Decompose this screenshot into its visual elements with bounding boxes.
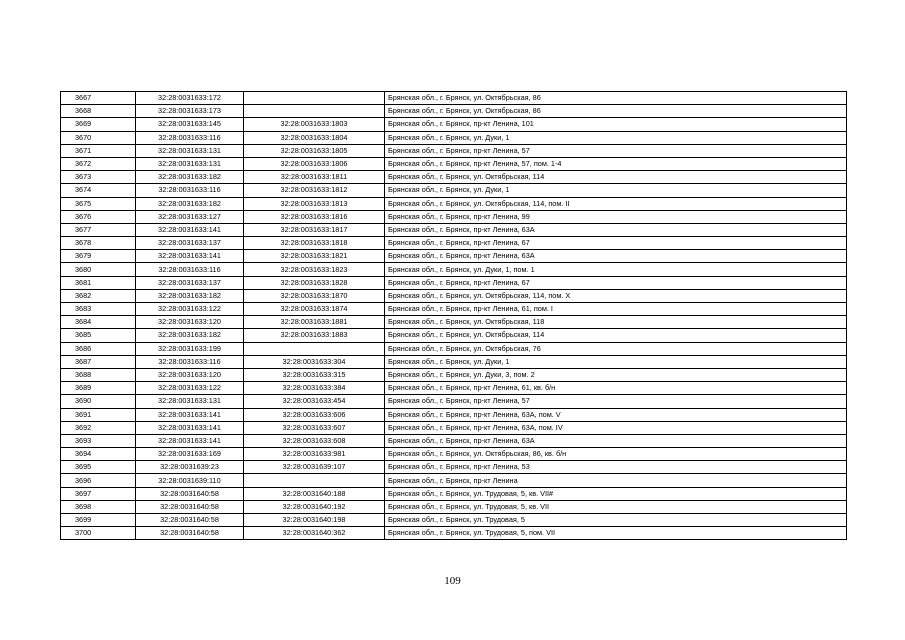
address-cell: Брянская обл., г. Брянск, пр-кт Ленина — [385, 474, 847, 487]
table-body — [61, 92, 847, 540]
object-number-cell: 32:28:0031633:1821 — [244, 250, 385, 263]
row-number-cell: 3668 — [61, 105, 136, 118]
row-number-cell: 3690 — [61, 395, 136, 408]
table-row — [61, 131, 847, 144]
table-row — [61, 157, 847, 170]
table-row — [61, 514, 847, 527]
row-number-cell: 3691 — [61, 408, 136, 421]
object-number-cell — [244, 92, 385, 105]
object-number-cell: 32:28:0031633:608 — [244, 434, 385, 447]
page-number: 109 — [444, 575, 461, 587]
parcel-number-cell: 32:28:0031633:199 — [136, 342, 244, 355]
parcel-number-cell: 32:28:0031633:127 — [136, 210, 244, 223]
parcel-number-cell: 32:28:0031633:131 — [136, 395, 244, 408]
table-row — [61, 144, 847, 157]
address-cell: Брянская обл., г. Брянск, пр-кт Ленина, 101 — [385, 118, 847, 131]
object-number-cell: 32:28:0031633:1816 — [244, 210, 385, 223]
address-cell: Брянская обл., г. Брянск, пр-кт Ленина, 57 — [385, 144, 847, 157]
address-cell: Брянская обл., г. Брянск, ул. Октябрьская, 114 — [385, 329, 847, 342]
table-row — [61, 329, 847, 342]
parcel-number-cell: 32:28:0031633:141 — [136, 250, 244, 263]
object-number-cell: 32:28:0031633:1805 — [244, 144, 385, 157]
table-row — [61, 263, 847, 276]
address-cell: Брянская обл., г. Брянск, пр-кт Ленина, 63А — [385, 223, 847, 236]
address-cell: Брянская обл., г. Брянск, ул. Октябрьская, 114, пом. X — [385, 289, 847, 302]
row-number-cell: 3698 — [61, 500, 136, 513]
parcel-number-cell: 32:28:0031633:172 — [136, 92, 244, 105]
row-number-cell: 3678 — [61, 237, 136, 250]
parcel-number-cell: 32:28:0031633:131 — [136, 144, 244, 157]
parcel-number-cell: 32:28:0031639:110 — [136, 474, 244, 487]
row-number-cell: 3679 — [61, 250, 136, 263]
table-row — [61, 316, 847, 329]
table-row — [61, 250, 847, 263]
parcel-number-cell: 32:28:0031633:182 — [136, 329, 244, 342]
address-cell: Брянская обл., г. Брянск, ул. Октябрьская, 86 — [385, 105, 847, 118]
address-cell: Брянская обл., г. Брянск, ул. Октябрьская, 114 — [385, 171, 847, 184]
table-row — [61, 434, 847, 447]
parcel-number-cell: 32:28:0031633:122 — [136, 303, 244, 316]
address-cell: Брянская обл., г. Брянск, ул. Дуки, 1 — [385, 355, 847, 368]
object-number-cell: 32:28:0031640:192 — [244, 500, 385, 513]
table-row — [61, 105, 847, 118]
parcel-number-cell: 32:28:0031633:120 — [136, 368, 244, 381]
table-row — [61, 474, 847, 487]
object-number-cell — [244, 342, 385, 355]
parcel-number-cell: 32:28:0031639:23 — [136, 461, 244, 474]
object-number-cell: 32:28:0031633:1870 — [244, 289, 385, 302]
parcel-number-cell: 32:28:0031633:182 — [136, 171, 244, 184]
table-row — [61, 342, 847, 355]
address-cell: Брянская обл., г. Брянск, ул. Октябрьская, 114, пом. II — [385, 197, 847, 210]
parcel-number-cell: 32:28:0031633:141 — [136, 421, 244, 434]
address-cell: Брянская обл., г. Брянск, пр-кт Ленина, 67 — [385, 276, 847, 289]
object-number-cell: 32:28:0031633:981 — [244, 448, 385, 461]
row-number-cell: 3670 — [61, 131, 136, 144]
object-number-cell: 32:28:0031633:454 — [244, 395, 385, 408]
address-cell: Брянская обл., г. Брянск, пр-кт Ленина, 67 — [385, 237, 847, 250]
parcel-number-cell: 32:28:0031633:173 — [136, 105, 244, 118]
parcel-number-cell: 32:28:0031633:141 — [136, 434, 244, 447]
table-row — [61, 276, 847, 289]
row-number-cell: 3676 — [61, 210, 136, 223]
table-row — [61, 171, 847, 184]
object-number-cell: 32:28:0031633:1811 — [244, 171, 385, 184]
address-cell: Брянская обл., г. Брянск, ул. Трудовая, 5, кв. VII# — [385, 487, 847, 500]
table-row — [61, 527, 847, 540]
row-number-cell: 3696 — [61, 474, 136, 487]
row-number-cell: 3689 — [61, 382, 136, 395]
address-cell: Брянская обл., г. Брянск, ул. Дуки, 3, пом. 2 — [385, 368, 847, 381]
address-cell: Брянская обл., г. Брянск, ул. Дуки, 1, пом. 1 — [385, 263, 847, 276]
parcel-number-cell: 32:28:0031633:116 — [136, 355, 244, 368]
row-number-cell: 3682 — [61, 289, 136, 302]
object-number-cell: 32:28:0031633:1813 — [244, 197, 385, 210]
address-cell: Брянская обл., г. Брянск, ул. Октябрьская, 118 — [385, 316, 847, 329]
object-number-cell — [244, 105, 385, 118]
row-number-cell: 3694 — [61, 448, 136, 461]
object-number-cell: 32:28:0031633:1803 — [244, 118, 385, 131]
address-cell: Брянская обл., г. Брянск, ул. Трудовая, 5, пом. VII — [385, 527, 847, 540]
parcel-number-cell: 32:28:0031633:116 — [136, 131, 244, 144]
parcel-number-cell: 32:28:0031633:122 — [136, 382, 244, 395]
object-number-cell: 32:28:0031633:1817 — [244, 223, 385, 236]
table-row — [61, 421, 847, 434]
table-row — [61, 118, 847, 131]
row-number-cell: 3695 — [61, 461, 136, 474]
parcel-number-cell: 32:28:0031633:169 — [136, 448, 244, 461]
address-cell: Брянская обл., г. Брянск, ул. Октябрьская, 76 — [385, 342, 847, 355]
object-number-cell: 32:28:0031633:606 — [244, 408, 385, 421]
object-number-cell: 32:28:0031640:188 — [244, 487, 385, 500]
parcel-number-cell: 32:28:0031633:137 — [136, 237, 244, 250]
address-cell: Брянская обл., г. Брянск, ул. Трудовая, 5 — [385, 514, 847, 527]
address-cell: Брянская обл., г. Брянск, пр-кт Ленина, 61, кв. б/н — [385, 382, 847, 395]
row-number-cell: 3675 — [61, 197, 136, 210]
object-number-cell: 32:28:0031639:107 — [244, 461, 385, 474]
row-number-cell: 3673 — [61, 171, 136, 184]
table-row — [61, 408, 847, 421]
object-number-cell: 32:28:0031633:1812 — [244, 184, 385, 197]
table-row — [61, 395, 847, 408]
address-cell: Брянская обл., г. Брянск, пр-кт Ленина, 63А, пом. IV — [385, 421, 847, 434]
address-cell: Брянская обл., г. Брянск, ул. Дуки, 1 — [385, 131, 847, 144]
row-number-cell: 3672 — [61, 157, 136, 170]
table-row — [61, 289, 847, 302]
row-number-cell: 3687 — [61, 355, 136, 368]
table-row — [61, 92, 847, 105]
table-row — [61, 197, 847, 210]
row-number-cell: 3684 — [61, 316, 136, 329]
parcel-number-cell: 32:28:0031633:116 — [136, 263, 244, 276]
row-number-cell: 3688 — [61, 368, 136, 381]
row-number-cell: 3686 — [61, 342, 136, 355]
parcel-number-cell: 32:28:0031640:58 — [136, 527, 244, 540]
row-number-cell: 3674 — [61, 184, 136, 197]
row-number-cell: 3700 — [61, 527, 136, 540]
address-cell: Брянская обл., г. Брянск, ул. Октябрьская, 86 — [385, 92, 847, 105]
object-number-cell: 32:28:0031633:1823 — [244, 263, 385, 276]
table-row — [61, 184, 847, 197]
parcel-number-cell: 32:28:0031640:58 — [136, 514, 244, 527]
parcel-number-cell: 32:28:0031633:182 — [136, 197, 244, 210]
table-row — [61, 303, 847, 316]
object-number-cell: 32:28:0031633:1804 — [244, 131, 385, 144]
object-number-cell: 32:28:0031633:1883 — [244, 329, 385, 342]
parcel-number-cell: 32:28:0031633:141 — [136, 408, 244, 421]
address-cell: Брянская обл., г. Брянск, ул. Трудовая, 5, кв. VII — [385, 500, 847, 513]
row-number-cell: 3685 — [61, 329, 136, 342]
address-cell: Брянская обл., г. Брянск, пр-кт Ленина, 61, пом. I — [385, 303, 847, 316]
parcel-number-cell: 32:28:0031633:141 — [136, 223, 244, 236]
row-number-cell: 3681 — [61, 276, 136, 289]
address-cell: Брянская обл., г. Брянск, пр-кт Ленина, 63А, пом. V — [385, 408, 847, 421]
table-row — [61, 223, 847, 236]
row-number-cell: 3671 — [61, 144, 136, 157]
object-number-cell: 32:28:0031633:1828 — [244, 276, 385, 289]
registry-table — [60, 91, 847, 540]
parcel-number-cell: 32:28:0031640:58 — [136, 500, 244, 513]
parcel-number-cell: 32:28:0031633:131 — [136, 157, 244, 170]
object-number-cell: 32:28:0031633:1818 — [244, 237, 385, 250]
address-cell: Брянская обл., г. Брянск, ул. Дуки, 1 — [385, 184, 847, 197]
address-cell: Брянская обл., г. Брянск, пр-кт Ленина, 57 — [385, 395, 847, 408]
address-cell: Брянская обл., г. Брянск, пр-кт Ленина, 99 — [385, 210, 847, 223]
parcel-number-cell: 32:28:0031633:116 — [136, 184, 244, 197]
row-number-cell: 3677 — [61, 223, 136, 236]
row-number-cell: 3683 — [61, 303, 136, 316]
table-row — [61, 500, 847, 513]
object-number-cell: 32:28:0031633:1881 — [244, 316, 385, 329]
parcel-number-cell: 32:28:0031633:137 — [136, 276, 244, 289]
table-row — [61, 368, 847, 381]
row-number-cell: 3692 — [61, 421, 136, 434]
parcel-number-cell: 32:28:0031640:58 — [136, 487, 244, 500]
address-cell: Брянская обл., г. Брянск, пр-кт Ленина, 53 — [385, 461, 847, 474]
row-number-cell: 3667 — [61, 92, 136, 105]
table-row — [61, 237, 847, 250]
object-number-cell — [244, 474, 385, 487]
address-cell: Брянская обл., г. Брянск, пр-кт Ленина, 63А — [385, 434, 847, 447]
object-number-cell: 32:28:0031633:304 — [244, 355, 385, 368]
address-cell: Брянская обл., г. Брянск, пр-кт Ленина, 63А — [385, 250, 847, 263]
table-row — [61, 210, 847, 223]
table-row — [61, 448, 847, 461]
table-row — [61, 487, 847, 500]
address-cell: Брянская обл., г. Брянск, ул. Октябрьская, 86, кв. б/н — [385, 448, 847, 461]
object-number-cell: 32:28:0031633:607 — [244, 421, 385, 434]
address-cell: Брянская обл., г. Брянск, пр-кт Ленина, 57, пом. 1-4 — [385, 157, 847, 170]
object-number-cell: 32:28:0031640:362 — [244, 527, 385, 540]
object-number-cell: 32:28:0031633:1874 — [244, 303, 385, 316]
row-number-cell: 3693 — [61, 434, 136, 447]
parcel-number-cell: 32:28:0031633:145 — [136, 118, 244, 131]
row-number-cell: 3697 — [61, 487, 136, 500]
row-number-cell: 3680 — [61, 263, 136, 276]
object-number-cell: 32:28:0031640:198 — [244, 514, 385, 527]
parcel-number-cell: 32:28:0031633:120 — [136, 316, 244, 329]
table-row — [61, 355, 847, 368]
object-number-cell: 32:28:0031633:384 — [244, 382, 385, 395]
table-row — [61, 461, 847, 474]
parcel-number-cell: 32:28:0031633:182 — [136, 289, 244, 302]
object-number-cell: 32:28:0031633:1806 — [244, 157, 385, 170]
row-number-cell: 3699 — [61, 514, 136, 527]
object-number-cell: 32:28:0031633:315 — [244, 368, 385, 381]
table-row — [61, 382, 847, 395]
row-number-cell: 3669 — [61, 118, 136, 131]
